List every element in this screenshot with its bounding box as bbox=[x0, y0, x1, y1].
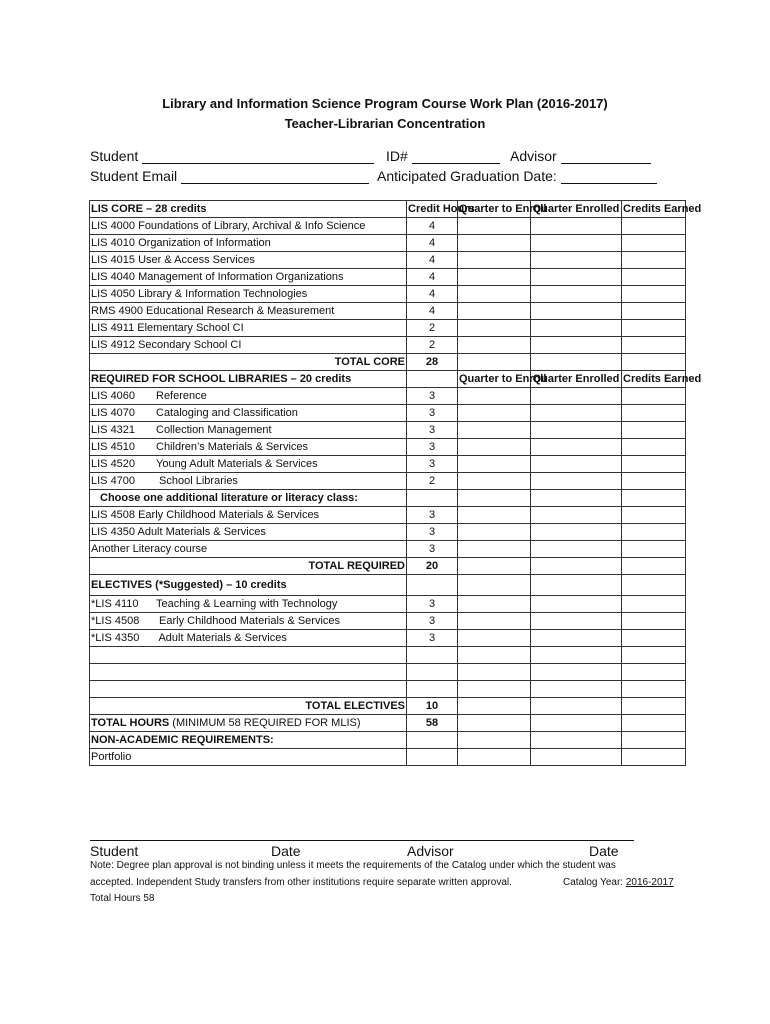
core-heading: LIS CORE – 28 credits bbox=[90, 201, 407, 218]
quarter-enrolled-header: Quarter Enrolled bbox=[531, 201, 622, 218]
course-title: Early Childhood Materials & Services bbox=[156, 615, 341, 627]
total-hours-note: (MINIMUM 58 REQUIRED FOR MLIS) bbox=[169, 717, 361, 729]
quarter-enrolled-cell[interactable] bbox=[531, 664, 622, 681]
course-hours: 3 bbox=[407, 456, 458, 473]
credits-earned-cell[interactable] bbox=[622, 286, 686, 303]
graduation-field[interactable] bbox=[377, 168, 657, 184]
course-title: Adult Materials & Services bbox=[156, 632, 287, 644]
table-row bbox=[90, 337, 686, 354]
table-row bbox=[90, 235, 686, 252]
approval-note: Note: Degree plan approval is not binding unless it meets the requirements of the Catalog under which the student was bbox=[90, 860, 616, 871]
table-row bbox=[90, 320, 686, 337]
transfer-note: accepted. Independent Study transfers from other institutions require separate written approval. bbox=[90, 877, 512, 888]
id-label: ID# bbox=[386, 148, 408, 164]
course-name bbox=[90, 439, 407, 456]
quarter-to-enroll-cell[interactable] bbox=[458, 647, 531, 664]
quarter-to-enroll-cell[interactable] bbox=[458, 320, 531, 337]
credits-earned-cell[interactable] bbox=[622, 218, 686, 235]
signature-advisor-label: Advisor bbox=[407, 843, 454, 859]
table-row bbox=[90, 405, 686, 422]
total-hours-label bbox=[90, 715, 407, 732]
catalog-year-value: 2016-2017 bbox=[625, 877, 674, 888]
table-row bbox=[90, 473, 686, 490]
quarter-enrolled-cell[interactable] bbox=[531, 388, 622, 405]
non-academic-row bbox=[90, 732, 686, 749]
quarter-enrolled-cell bbox=[531, 558, 622, 575]
quarter-to-enroll-cell[interactable] bbox=[458, 405, 531, 422]
quarter-enrolled-cell[interactable] bbox=[531, 303, 622, 320]
quarter-enrolled-cell bbox=[531, 715, 622, 732]
course-name bbox=[90, 422, 407, 439]
credits-earned-cell[interactable] bbox=[622, 252, 686, 269]
credits-earned-cell[interactable] bbox=[622, 647, 686, 664]
course-name: LIS 4050 Library & Information Technologies bbox=[90, 286, 407, 303]
quarter-enrolled-cell[interactable] bbox=[531, 252, 622, 269]
school-heading: REQUIRED FOR SCHOOL LIBRARIES – 20 credits bbox=[90, 371, 407, 388]
school-total-row bbox=[90, 558, 686, 575]
course-title: Reference bbox=[156, 390, 207, 402]
total-core-value: 28 bbox=[407, 354, 458, 371]
credits-earned-header: Credits Earned bbox=[622, 371, 686, 388]
quarter-enrolled-cell[interactable] bbox=[531, 749, 622, 766]
table-row bbox=[90, 541, 686, 558]
table-row bbox=[90, 456, 686, 473]
quarter-to-enroll-cell bbox=[458, 575, 531, 596]
course-name: Another Literacy course bbox=[90, 541, 407, 558]
page-subtitle: Teacher-Librarian Concentration bbox=[284, 116, 486, 131]
course-hours: 3 bbox=[407, 405, 458, 422]
course-hours bbox=[407, 575, 458, 596]
quarter-to-enroll-cell[interactable] bbox=[458, 337, 531, 354]
quarter-enrolled-cell[interactable] bbox=[531, 269, 622, 286]
course-code: LIS 4321 bbox=[91, 424, 136, 436]
course-name[interactable] bbox=[90, 647, 407, 664]
signature-student-label: Student bbox=[90, 843, 139, 859]
portfolio-row bbox=[90, 749, 686, 766]
table-row-blank bbox=[90, 664, 686, 681]
graduation-label: Anticipated Graduation Date: bbox=[377, 168, 557, 184]
quarter-enrolled-cell[interactable] bbox=[531, 439, 622, 456]
quarter-enrolled-cell[interactable] bbox=[531, 681, 622, 698]
credits-earned-cell[interactable] bbox=[622, 473, 686, 490]
table-row bbox=[90, 439, 686, 456]
quarter-enrolled-cell[interactable] bbox=[531, 286, 622, 303]
quarter-to-enroll-cell[interactable] bbox=[458, 664, 531, 681]
quarter-enrolled-header: Quarter Enrolled bbox=[531, 371, 622, 388]
choose-label: Choose one additional literature or literacy class: bbox=[90, 490, 407, 507]
course-hours bbox=[407, 490, 458, 507]
course-hours: 3 bbox=[407, 507, 458, 524]
table-row-blank bbox=[90, 681, 686, 698]
credits-earned-cell[interactable] bbox=[622, 630, 686, 647]
quarter-to-enroll-cell[interactable] bbox=[458, 507, 531, 524]
course-name: LIS 4508 Early Childhood Materials & Services bbox=[90, 507, 407, 524]
quarter-to-enroll-cell[interactable] bbox=[458, 749, 531, 766]
quarter-enrolled-cell bbox=[531, 732, 622, 749]
table-row bbox=[90, 269, 686, 286]
total-electives-value: 10 bbox=[407, 698, 458, 715]
quarter-to-enroll-cell[interactable] bbox=[458, 524, 531, 541]
course-code: LIS 4510 bbox=[91, 441, 136, 453]
table-row bbox=[90, 630, 686, 647]
table-row-blank bbox=[90, 647, 686, 664]
course-title: Young Adult Materials & Services bbox=[156, 458, 318, 470]
course-hours: 2 bbox=[407, 473, 458, 490]
total-hours-value: 58 bbox=[407, 715, 458, 732]
quarter-to-enroll-cell bbox=[458, 490, 531, 507]
advisor-field[interactable] bbox=[510, 148, 651, 164]
quarter-to-enroll-cell[interactable] bbox=[458, 388, 531, 405]
course-name[interactable] bbox=[90, 664, 407, 681]
choose-row bbox=[90, 490, 686, 507]
credits-earned-cell[interactable] bbox=[622, 405, 686, 422]
school-header-row bbox=[90, 371, 686, 388]
quarter-to-enroll-cell[interactable] bbox=[458, 473, 531, 490]
credits-earned-cell[interactable] bbox=[622, 303, 686, 320]
electives-heading: ELECTIVES (*Suggested) – 10 credits bbox=[90, 575, 407, 596]
course-hours: 2 bbox=[407, 337, 458, 354]
course-hours: 3 bbox=[407, 613, 458, 630]
course-hours[interactable] bbox=[407, 647, 458, 664]
quarter-to-enroll-header: Quarter to Enroll bbox=[458, 201, 531, 218]
quarter-enrolled-cell bbox=[531, 698, 622, 715]
credits-earned-cell[interactable] bbox=[622, 507, 686, 524]
core-total-row bbox=[90, 354, 686, 371]
course-code: LIS 4060 bbox=[91, 390, 136, 402]
quarter-enrolled-cell bbox=[531, 575, 622, 596]
quarter-to-enroll-cell[interactable] bbox=[458, 303, 531, 320]
course-title: Children’s Materials & Services bbox=[156, 441, 309, 453]
quarter-enrolled-cell[interactable] bbox=[531, 647, 622, 664]
quarter-enrolled-cell[interactable] bbox=[531, 218, 622, 235]
credits-earned-cell[interactable] bbox=[622, 439, 686, 456]
student-label: Student bbox=[90, 148, 139, 164]
quarter-enrolled-cell bbox=[531, 354, 622, 371]
credits-earned-cell[interactable] bbox=[622, 541, 686, 558]
table-row bbox=[90, 422, 686, 439]
quarter-to-enroll-cell[interactable] bbox=[458, 235, 531, 252]
course-code: *LIS 4508 bbox=[91, 615, 140, 627]
course-name bbox=[90, 596, 407, 613]
course-code: LIS 4520 bbox=[91, 458, 136, 470]
non-academic-heading: NON-ACADEMIC REQUIREMENTS: bbox=[90, 732, 407, 749]
advisor-label: Advisor bbox=[510, 148, 557, 164]
credits-earned-cell[interactable] bbox=[622, 422, 686, 439]
quarter-enrolled-cell bbox=[531, 490, 622, 507]
course-name bbox=[90, 613, 407, 630]
credits-earned-header: Credits Earned bbox=[622, 201, 686, 218]
table-row bbox=[90, 596, 686, 613]
email-field[interactable] bbox=[90, 168, 369, 184]
course-title: Cataloging and Classification bbox=[156, 407, 298, 419]
total-required-value: 20 bbox=[407, 558, 458, 575]
quarter-to-enroll-cell[interactable] bbox=[458, 422, 531, 439]
quarter-enrolled-cell[interactable] bbox=[531, 337, 622, 354]
credit-hours-header: Credit Hours bbox=[407, 201, 458, 218]
table-row bbox=[90, 303, 686, 320]
quarter-enrolled-cell[interactable] bbox=[531, 507, 622, 524]
course-name: RMS 4900 Educational Research & Measurement bbox=[90, 303, 407, 320]
credits-earned-cell bbox=[622, 354, 686, 371]
credits-earned-cell bbox=[622, 698, 686, 715]
catalog-year bbox=[563, 877, 674, 888]
total-hours-title: TOTAL HOURS bbox=[91, 717, 170, 729]
email-line[interactable] bbox=[181, 169, 369, 184]
course-table bbox=[89, 200, 702, 766]
credits-earned-cell[interactable] bbox=[622, 664, 686, 681]
course-hours bbox=[407, 732, 458, 749]
course-name bbox=[90, 405, 407, 422]
quarter-to-enroll-cell[interactable] bbox=[458, 541, 531, 558]
quarter-enrolled-cell[interactable] bbox=[531, 422, 622, 439]
email-label: Student Email bbox=[90, 168, 178, 184]
course-hours: 4 bbox=[407, 252, 458, 269]
catalog-year-label: Catalog Year: bbox=[563, 877, 624, 888]
table-row bbox=[90, 507, 686, 524]
course-hours: 4 bbox=[407, 235, 458, 252]
course-hours: 3 bbox=[407, 388, 458, 405]
credits-earned-cell[interactable] bbox=[622, 235, 686, 252]
course-hours: 3 bbox=[407, 630, 458, 647]
credit-hours-header-blank bbox=[407, 371, 458, 388]
quarter-enrolled-cell[interactable] bbox=[531, 235, 622, 252]
course-title: Teaching & Learning with Technology bbox=[156, 598, 338, 610]
quarter-to-enroll-cell bbox=[458, 732, 531, 749]
quarter-to-enroll-cell[interactable] bbox=[458, 596, 531, 613]
course-name: LIS 4000 Foundations of Library, Archival & Info Science bbox=[90, 218, 407, 235]
electives-total-row bbox=[90, 698, 686, 715]
quarter-enrolled-cell[interactable] bbox=[531, 613, 622, 630]
course-hours: 3 bbox=[407, 439, 458, 456]
course-hours: 3 bbox=[407, 596, 458, 613]
quarter-to-enroll-header: Quarter to Enroll bbox=[458, 371, 531, 388]
core-header-row bbox=[90, 201, 686, 218]
table-row bbox=[90, 218, 686, 235]
quarter-to-enroll-cell bbox=[458, 715, 531, 732]
course-hours[interactable] bbox=[407, 664, 458, 681]
credits-earned-cell[interactable] bbox=[622, 388, 686, 405]
credits-earned-cell[interactable] bbox=[622, 269, 686, 286]
quarter-to-enroll-cell[interactable] bbox=[458, 613, 531, 630]
table-row bbox=[90, 524, 686, 541]
course-hours: 3 bbox=[407, 541, 458, 558]
quarter-to-enroll-cell[interactable] bbox=[458, 456, 531, 473]
portfolio-item: Portfolio bbox=[90, 749, 407, 766]
total-electives-label: TOTAL ELECTIVES bbox=[90, 698, 407, 715]
credits-earned-cell bbox=[622, 575, 686, 596]
quarter-to-enroll-cell[interactable] bbox=[458, 218, 531, 235]
quarter-enrolled-cell[interactable] bbox=[531, 405, 622, 422]
table-row bbox=[90, 252, 686, 269]
credits-earned-cell[interactable] bbox=[622, 749, 686, 766]
quarter-to-enroll-cell bbox=[458, 354, 531, 371]
signature-date-label: Date bbox=[271, 843, 301, 859]
credits-earned-cell bbox=[622, 732, 686, 749]
quarter-to-enroll-cell[interactable] bbox=[458, 681, 531, 698]
course-name: LIS 4010 Organization of Information bbox=[90, 235, 407, 252]
course-name: LIS 4350 Adult Materials & Services bbox=[90, 524, 407, 541]
credits-earned-cell[interactable] bbox=[622, 320, 686, 337]
total-required-label: TOTAL REQUIRED bbox=[90, 558, 407, 575]
credits-earned-cell[interactable] bbox=[622, 524, 686, 541]
advisor-line[interactable] bbox=[561, 149, 651, 164]
table-row bbox=[90, 388, 686, 405]
graduation-line[interactable] bbox=[561, 169, 657, 184]
quarter-to-enroll-cell bbox=[458, 698, 531, 715]
course-name: LIS 4040 Management of Information Organizations bbox=[90, 269, 407, 286]
total-core-label: TOTAL CORE bbox=[90, 354, 407, 371]
course-name bbox=[90, 630, 407, 647]
course-code: *LIS 4110 bbox=[91, 598, 139, 610]
course-name bbox=[90, 473, 407, 490]
student-line[interactable] bbox=[142, 149, 374, 164]
course-hours: 4 bbox=[407, 218, 458, 235]
signature-line[interactable] bbox=[90, 840, 634, 861]
course-hours: 3 bbox=[407, 524, 458, 541]
course-hours[interactable] bbox=[407, 681, 458, 698]
credits-earned-cell bbox=[622, 558, 686, 575]
quarter-to-enroll-cell[interactable] bbox=[458, 630, 531, 647]
course-name bbox=[90, 388, 407, 405]
student-field[interactable] bbox=[90, 148, 374, 164]
quarter-enrolled-cell[interactable] bbox=[531, 596, 622, 613]
quarter-enrolled-cell[interactable] bbox=[531, 630, 622, 647]
id-field[interactable] bbox=[386, 148, 500, 164]
electives-header-row bbox=[90, 575, 686, 596]
credits-earned-cell[interactable] bbox=[622, 337, 686, 354]
quarter-to-enroll-cell[interactable] bbox=[458, 286, 531, 303]
credits-earned-cell[interactable] bbox=[622, 596, 686, 613]
quarter-to-enroll-cell[interactable] bbox=[458, 269, 531, 286]
course-name bbox=[90, 456, 407, 473]
course-hours: 4 bbox=[407, 303, 458, 320]
course-hours: 2 bbox=[407, 320, 458, 337]
credits-earned-cell bbox=[622, 490, 686, 507]
quarter-enrolled-cell[interactable] bbox=[531, 524, 622, 541]
credits-earned-cell[interactable] bbox=[622, 456, 686, 473]
course-name[interactable] bbox=[90, 681, 407, 698]
table-row bbox=[90, 286, 686, 303]
signature-advisor-date-label: Date bbox=[589, 843, 619, 859]
total-hours-note-footer: Total Hours 58 bbox=[90, 893, 155, 904]
course-name: LIS 4015 User & Access Services bbox=[90, 252, 407, 269]
course-code: LIS 4070 bbox=[91, 407, 136, 419]
credits-earned-cell bbox=[622, 715, 686, 732]
course-name: LIS 4912 Secondary School CI bbox=[90, 337, 407, 354]
quarter-to-enroll-cell[interactable] bbox=[458, 252, 531, 269]
credits-earned-cell[interactable] bbox=[622, 613, 686, 630]
page-title: Library and Information Science Program Course Work Plan (2016-2017) bbox=[162, 96, 608, 111]
course-title: School Libraries bbox=[156, 475, 238, 487]
course-hours: 4 bbox=[407, 269, 458, 286]
quarter-enrolled-cell[interactable] bbox=[531, 456, 622, 473]
course-hours: 4 bbox=[407, 286, 458, 303]
quarter-enrolled-cell[interactable] bbox=[531, 541, 622, 558]
id-line[interactable] bbox=[412, 149, 500, 164]
table-row bbox=[90, 613, 686, 630]
course-hours bbox=[407, 749, 458, 766]
course-title: Collection Management bbox=[156, 424, 272, 436]
quarter-to-enroll-cell[interactable] bbox=[458, 439, 531, 456]
course-code: *LIS 4350 bbox=[91, 632, 140, 644]
total-hours-row bbox=[90, 715, 686, 732]
course-name: LIS 4911 Elementary School CI bbox=[90, 320, 407, 337]
quarter-enrolled-cell[interactable] bbox=[531, 320, 622, 337]
quarter-enrolled-cell[interactable] bbox=[531, 473, 622, 490]
credits-earned-cell[interactable] bbox=[622, 681, 686, 698]
quarter-to-enroll-cell bbox=[458, 558, 531, 575]
course-hours: 3 bbox=[407, 422, 458, 439]
course-code: LIS 4700 bbox=[91, 475, 136, 487]
